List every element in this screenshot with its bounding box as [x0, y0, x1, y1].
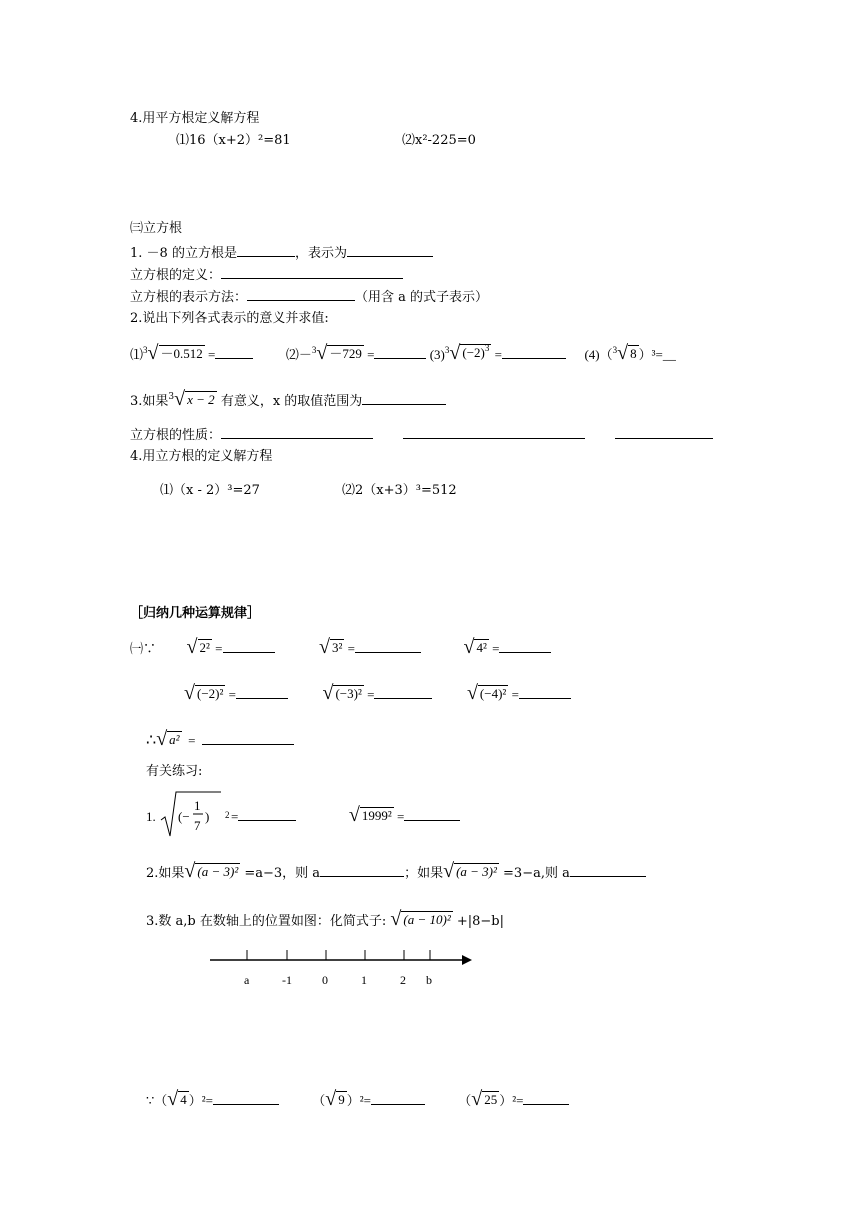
radical-icon: √ — [348, 804, 360, 826]
practice-1: 1. (− 1 7 ) 2 = √ 1999² = — [146, 790, 460, 840]
answer-blank[interactable] — [570, 864, 646, 877]
sq-eq-1: ⑴16（x+2）²=81 — [176, 133, 291, 148]
rules-row-1: ㈠∵ √ 2² = √ 3² = √ 4² = — [130, 638, 551, 658]
cube-eq-title: 4.用立方根的定义解方程 — [130, 449, 273, 464]
practice-2 — [146, 862, 646, 883]
answer-blank[interactable] — [221, 266, 403, 279]
axis-label-1: 1 — [361, 973, 367, 987]
cube-q3 — [130, 390, 446, 412]
cube-q1-prefix: 1. －8 的立方根是 — [130, 246, 237, 261]
answer-blank[interactable] — [202, 732, 294, 745]
rules-heading: ［归纳几种运算规律］ — [130, 606, 261, 621]
answer-blank[interactable] — [519, 686, 571, 699]
item-4-label: (4)（ — [584, 347, 613, 362]
answer-blank[interactable] — [320, 864, 404, 877]
last-suffix: ）²= — [188, 1093, 213, 1108]
answer-blank[interactable] — [502, 346, 566, 359]
practice-2-mid3: =3−a,则 a — [503, 866, 570, 881]
cube-eq-2: ⑵2（x+3）³=512 — [342, 483, 457, 498]
radical-icon: √ — [316, 342, 328, 364]
answer-blank[interactable] — [347, 244, 433, 257]
sq-eq-2: ⑵x²-225=0 — [402, 133, 476, 148]
axis-label-neg1: -1 — [282, 973, 292, 987]
number-line — [200, 944, 480, 994]
radical-icon: √ — [319, 636, 330, 658]
root-fraction — [159, 790, 239, 840]
radicand: 4 — [180, 1092, 187, 1107]
answer-blank[interactable] — [355, 640, 421, 653]
radicand: 9 — [338, 1092, 345, 1107]
axis-label-0: 0 — [322, 973, 328, 987]
svg-text:2: 2 — [225, 810, 230, 820]
item-2-label: ⑵－ — [285, 347, 312, 362]
cube-def — [130, 266, 403, 285]
practice-2-prefix: 2.如果 — [146, 866, 185, 881]
radical-icon: √ — [466, 682, 478, 704]
answer-blank[interactable] — [374, 686, 432, 699]
square-of-root-line: ∵（ √ 4 ）²= （ √ 9 ）²= （ √ 25 ）²= — [146, 1090, 569, 1110]
index-3: 3 — [143, 345, 148, 355]
answer-blank[interactable] — [523, 1092, 569, 1105]
axis-label-2: 2 — [400, 973, 406, 987]
cube-properties — [130, 426, 713, 445]
answer-blank[interactable] — [404, 808, 460, 821]
practice-3-tail: +|8−b| — [456, 914, 504, 929]
radical-icon: √ — [184, 860, 196, 882]
practice-1-prefix: 1. — [146, 809, 156, 824]
answer-blank[interactable] — [374, 346, 426, 359]
last-suffix: ）²= — [346, 1093, 371, 1108]
radicand: (−3)² — [335, 686, 362, 701]
axis-label-b: b — [426, 973, 432, 987]
index-3: 3 — [612, 345, 618, 355]
therefore-symbol: ∴ — [146, 732, 157, 749]
radicand: －0.512 — [160, 346, 203, 361]
radical-icon: √ — [147, 342, 159, 364]
cube-def-label: 立方根的定义： — [130, 268, 222, 283]
cube-q1 — [130, 244, 433, 263]
answer-blank[interactable] — [499, 640, 551, 653]
practice-2-mid2: ；如果 — [404, 866, 444, 881]
cube-prop-label: 立方根的性质： — [130, 428, 222, 443]
radicand: (−2)² — [196, 686, 224, 701]
svg-text:(−: (− — [178, 809, 190, 824]
because-label: ㈠∵ — [130, 641, 157, 656]
answer-blank[interactable] — [236, 686, 288, 699]
practice-3-text: 3.数 a,b 在数轴上的位置如图：化简式子: — [146, 914, 387, 929]
item-3-label: (3) — [429, 347, 445, 362]
radicand: 4² — [476, 640, 487, 655]
radicand: (−4)² — [479, 686, 507, 701]
answer-blank[interactable] — [213, 1092, 279, 1105]
answer-blank[interactable] — [615, 426, 713, 439]
cube-q3-prefix: 3.如果 — [130, 394, 169, 409]
radicand: $(-2)^3$ — [462, 343, 490, 360]
axis-arrow-icon — [462, 955, 472, 965]
cube-root-heading: ㈢立方根 — [130, 221, 183, 236]
radical-icon: √ — [322, 682, 334, 704]
answer-blank[interactable] — [215, 346, 253, 359]
cube-eq-1: ⑴（x - 2）³=27 — [160, 483, 260, 498]
svg-text:): ) — [205, 809, 210, 824]
answer-blank[interactable] — [221, 426, 373, 439]
sq-eq-title: 4.用平方根定义解方程 — [130, 111, 260, 126]
last-because: ∵（ — [146, 1093, 168, 1108]
answer-blank[interactable] — [247, 288, 355, 301]
item-1-label: ⑴ — [130, 347, 144, 362]
radical-icon: √ — [184, 682, 195, 704]
radical-icon: √ — [325, 1088, 337, 1110]
answer-blank[interactable] — [237, 244, 295, 257]
radicand: (a − 3)² — [197, 864, 239, 879]
practice-2-mid1: =a−3，则 a — [244, 866, 321, 881]
cube-notation-label: 立方根的表示方法： — [130, 290, 248, 305]
svg-text:7: 7 — [194, 818, 201, 833]
cube-notation — [130, 288, 488, 307]
radicand: －729 — [329, 346, 362, 361]
answer-blank[interactable] — [238, 808, 296, 821]
radical-icon: √ — [390, 908, 402, 930]
radical-icon: √ — [463, 636, 475, 658]
radicand: 3² — [331, 640, 343, 655]
cube-q3-suffix: 有意义，x 的取值范围为 — [220, 394, 363, 409]
radicand: 25 — [484, 1092, 498, 1107]
svg-text:1: 1 — [194, 798, 201, 813]
radical-icon: √ — [617, 342, 629, 364]
radicand: 2² — [199, 640, 210, 655]
radical-icon: √ — [443, 860, 455, 882]
radicand: 8 — [630, 346, 637, 361]
radical-icon: √ — [174, 388, 186, 410]
index-3: 3 — [444, 345, 450, 355]
index-3: 3 — [168, 392, 175, 402]
radical-icon: √ — [156, 728, 168, 750]
radicand: (a − 3)² — [456, 864, 497, 879]
axis-label-a: a — [244, 973, 250, 987]
cube-q2-items: ⑴$^3$ √ －0.512 = ⑵－$^3$ √ －729 = $(3)^3$ √ $(-2)^3$ = (4)（$^3$ √ 8 ）³=__ — [130, 342, 676, 364]
radical-icon: √ — [471, 1088, 483, 1110]
answer-blank[interactable] — [403, 426, 585, 439]
radical-icon: √ — [167, 1088, 179, 1110]
radicand: a² — [169, 732, 180, 747]
radicand: x − 2 — [187, 392, 215, 407]
answer-blank[interactable] — [371, 1092, 425, 1105]
cube-q2-title: 2.说出下列各式表示的意义并求值: — [130, 311, 329, 326]
cube-q1-mid: ，表示为 — [294, 246, 347, 261]
radicand: 1999² — [361, 808, 392, 823]
therefore-line: ∴ √ a² = — [146, 730, 294, 750]
cube-notation-hint: （用含 a 的式子表示） — [355, 290, 489, 305]
radical-icon: √ — [449, 342, 461, 364]
radical-icon: √ — [186, 636, 198, 658]
radicand: (a − 10)² — [403, 912, 451, 927]
answer-blank[interactable] — [362, 392, 446, 405]
item-4-tail: ）³=__ — [638, 347, 676, 362]
index-3: 3 — [311, 345, 317, 355]
rules-row-2: √ (−2)² = √ (−3)² = √ (−4)² = — [184, 684, 571, 704]
last-suffix: ）²= — [499, 1093, 524, 1108]
practice-label: 有关练习: — [146, 764, 203, 779]
practice-3 — [146, 910, 504, 931]
answer-blank[interactable] — [223, 640, 275, 653]
